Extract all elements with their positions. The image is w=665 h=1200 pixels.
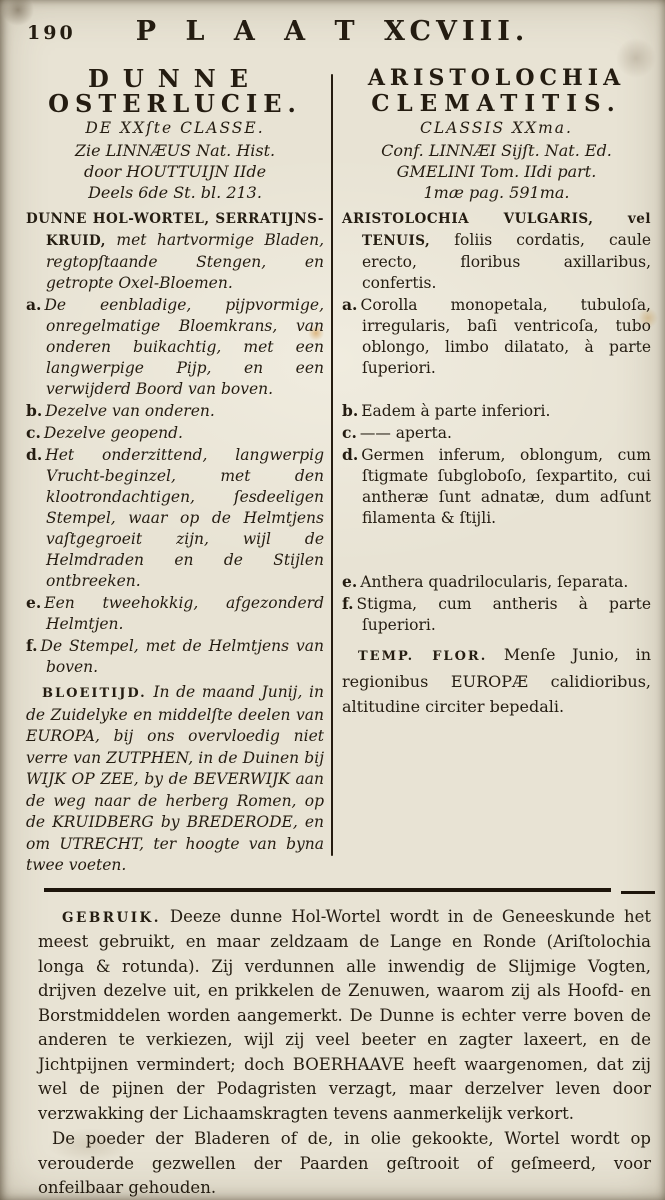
left-column-dutch <box>26 66 332 877</box>
page-header <box>0 0 665 62</box>
left-column-title-line1: DUNNE <box>88 64 262 93</box>
right-reference-block <box>342 140 651 203</box>
figure-item-text: De Stempel, met de Helmtjens van boven. <box>40 637 324 676</box>
left-reference-line: door HOUTTUIJN IIde <box>83 162 267 181</box>
section-divider-dash <box>621 891 655 894</box>
left-reference-block <box>26 140 324 203</box>
section-divider-rule <box>44 888 611 892</box>
left-class-line: DE XXſte CLASSE. <box>85 119 265 137</box>
figure-item-label: b. <box>26 401 43 420</box>
figure-item-text: Anthera quadrilocularis, ſeparata. <box>360 573 629 591</box>
figure-item-d <box>26 444 324 592</box>
figure-item-label: e. <box>342 572 358 591</box>
figure-item-text: —— aperta. <box>359 424 452 442</box>
figure-item-label: a. <box>26 295 42 314</box>
figure-item-text: Eadem à parte inferiori. <box>361 402 551 420</box>
right-class-line: CLASSIS XXma. <box>420 119 573 137</box>
bloom-time-text: In de maand Junij, in de Zuidelyke en middelſte deelen van EUROPA, bij ons overvloedig niet verre van ZUTPHEN, in de Duinen bij WIJK OP ZEE, by de BEVERWIJK aan de weg naar de herberg Romen, op de KRUIDBERG by BREDERODE, en om UTRECHT, ter hoogte van byna twee voeten. <box>26 683 324 874</box>
figure-item-label: f. <box>26 636 38 655</box>
figure-item-text: Dezelve van onderen. <box>45 402 215 420</box>
figure-item-b <box>26 400 324 422</box>
figure-item-label: f. <box>342 594 354 613</box>
right-reference-line: 1mæ pag. 591ma. <box>423 183 570 202</box>
figure-item-text: Corolla monopetala, tubuloſa, irregularis, baſi ventricoſa, tubo oblongo, limbo dilatato, à parte ſuperiori. <box>360 296 651 377</box>
right-column-title-line2: CLEMATITIS. <box>371 90 622 117</box>
bloom-time-paragraph <box>26 682 324 877</box>
flowering-time-text: Menſe Junio, in regionibus EUROPÆ calidioribus, altitudine circiter bepedali. <box>342 645 651 716</box>
powder-paragraph-text: De poeder der Bladeren of de, in olie gekookte, Wortel wordt op verouderde gezwellen der Paarden geſtrooit of geſmeerd, voor onfeilbaar gehouden. <box>38 1129 651 1197</box>
figure-item-label: c. <box>26 423 41 442</box>
powder-paragraph <box>38 1127 651 1200</box>
right-column-latin <box>332 66 651 877</box>
usage-paragraph <box>38 905 651 1127</box>
column-divider <box>331 74 333 856</box>
figure-item-e <box>26 592 324 635</box>
right-column-title-line1: ARISTOLOCHIA <box>367 65 626 91</box>
figure-item-label: b. <box>342 401 359 420</box>
left-species-description-text: met hartvormige Bladen, regtopſtaande Stengen, en getropte Oxel-Bloemen. <box>46 231 324 292</box>
right-reference-line: Conf. LINNÆI Sijſt. Nat. Ed. <box>381 141 612 160</box>
right-species-description <box>342 208 651 294</box>
figure-item-text: Het onderzittend, langwerpig Vrucht-beginzel, met den klootrondachtigen, ſesdeeligen Stempel, waar op de Helmtjens vaſtgegroeit zijn, wijl de Helmdraden en de Stijlen ontbreeken. <box>45 446 324 590</box>
figure-item-text: Germen inferum, oblongum, cum ſtigmate ſubgloboſo, ſexpartito, cui antheræ ſunt adnatæ, dum adſunt filamenta & ſtijli. <box>361 446 651 527</box>
flowering-time-heading: TEMP. FLOR. <box>358 649 488 664</box>
right-species-description-text: foliis cordatis, caule erecto, floribus axillaribus, confertis. <box>362 231 651 292</box>
plate-title: P L A A T XCVIII. <box>135 16 530 47</box>
figure-item-label: d. <box>26 445 43 464</box>
figure-item-e <box>342 571 651 593</box>
page-number: 190 <box>27 22 76 44</box>
figure-item-text: Dezelve geopend. <box>43 424 183 442</box>
left-column-title-line2: OSTERLUCIE. <box>48 89 302 118</box>
left-species-description <box>26 208 324 294</box>
figure-item-f <box>342 593 651 636</box>
flowering-time-paragraph <box>342 642 651 719</box>
usage-heading: GEBRUIK. <box>62 909 161 926</box>
figure-item-f <box>26 635 324 678</box>
usage-paragraph-text: Deeze dunne Hol-Wortel wordt in de Geneeskunde het meest gebruikt, en maar zeldzaam de Lange en Ronde (Ariſtolochia longa & rotunda). Zij verdunnen alle inwendig de Slijmige Vogten, drijven dezelve uit, en prikkelen de Zenuwen, waarom zij als Hoofd- en Borstmiddelen worden aangemerkt. De Dunne is echter verre boven de anderen te verkiezen, wijl zij veel beeter en zagter laxeert, en de Jichtpijnen vermindert; doch BOERHAAVE heeft waargenomen, dat zij wel de pijnen der Podagristen verzagt, maar derzelver leven door verzwakking der Lichaamskragten tevens aanmerkelijk verkort. <box>38 906 651 1123</box>
figure-item-label: a. <box>342 295 358 314</box>
figure-item-text: Een tweehokkig, afgezonderd Helmtjen. <box>44 594 324 633</box>
figure-item-d <box>342 444 651 529</box>
figure-item-label: c. <box>342 423 357 442</box>
right-species-name: ARISTOLOCHIA VULGARIS, vel TENUIS, <box>342 211 651 249</box>
figure-item-text: De eenbladige, pijpvormige, onregelmatige Bloemkrans, van onderen buikachtig, met een langwerpige Pijp, en een verwijderd Boord van boven. <box>44 296 324 398</box>
usage-section <box>0 894 665 1200</box>
figure-item-a <box>26 294 324 400</box>
figure-item-c <box>26 422 324 444</box>
bloom-time-heading: BLOEITIJD. <box>42 686 147 701</box>
left-reference-line: Zie LINNÆUS Nat. Hist. <box>74 141 276 160</box>
figure-item-text: Stigma, cum antheris à parte ſuperiori. <box>356 595 651 634</box>
left-reference-line: Deels 6de St. bl. 213. <box>88 183 262 202</box>
right-reference-line: GMELINI Tom. IIdi part. <box>396 162 597 181</box>
figure-item-a <box>342 294 651 379</box>
section-divider <box>44 887 655 894</box>
figure-item-label: e. <box>26 593 42 612</box>
figure-item-label: d. <box>342 445 359 464</box>
figure-item-b <box>342 400 651 422</box>
left-species-name: DUNNE HOL-WORTEL, SERRATIJNS-KRUID, <box>26 211 324 249</box>
figure-item-c <box>342 422 651 444</box>
